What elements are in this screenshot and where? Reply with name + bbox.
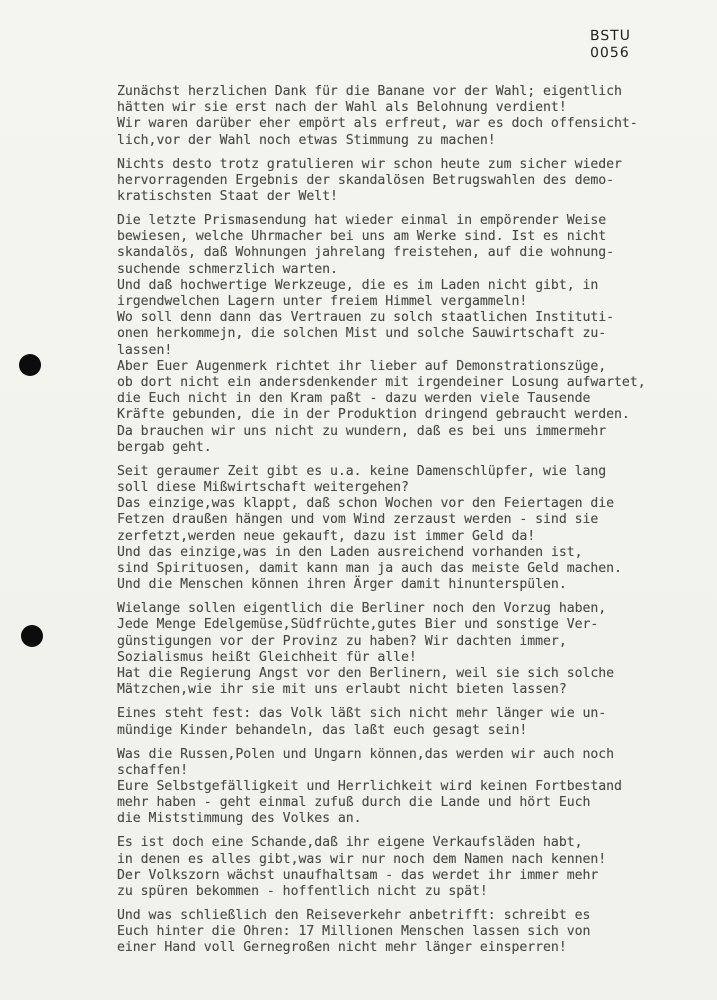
archive-stamp xyxy=(590,28,631,62)
text-line: hervorragenden Ergebnis der skandalösen Betrugswahlen des demo- xyxy=(117,172,615,188)
text-line: Was die Russen,Polen und Ungarn können,das werden wir auch noch xyxy=(117,746,615,762)
text-line: Es ist doch eine Schande,daß ihr eigene Verkaufsläden habt, xyxy=(117,835,583,851)
typewritten-letter-body xyxy=(117,84,717,964)
text-line: Mätzchen,wie ihr sie mit uns erlaubt nicht bieten lassen? xyxy=(117,682,567,698)
text-line: Wielange sollen eigentlich die Berliner noch den Vorzug haben, xyxy=(117,601,607,617)
punch-hole-top xyxy=(19,354,41,376)
text-line: Fetzen draußen hängen und vom Wind zerzaust werden - sind sie xyxy=(117,512,599,528)
text-line: sind Spirituosen, damit kann man ja auch das meiste Geld machen. xyxy=(117,561,622,577)
paragraph xyxy=(117,908,717,957)
text-line: lich,vor der Wahl noch etwas Stimmung zu machen! xyxy=(117,132,496,148)
text-line: kratischsten Staat der Welt! xyxy=(117,189,338,205)
text-line: Sozialismus heißt Gleichheit für alle! xyxy=(117,649,417,665)
text-line: günstigungen vor der Provinz zu haben? Wir dachten immer, xyxy=(117,633,567,649)
text-line: schaffen! xyxy=(117,762,189,778)
text-line: bergab geht. xyxy=(117,439,212,455)
text-line: Da brauchen wir uns nicht zu wundern, daß es bei uns immermehr xyxy=(117,423,607,439)
text-line: lassen! xyxy=(117,342,173,358)
text-line: Das einzige,was klappt, daß schon Wochen vor den Feiertagen die xyxy=(117,496,615,512)
text-line: Zunächst herzlichen Dank für die Banane vor der Wahl; eigentlich xyxy=(117,84,622,99)
text-line: suchende schmerzlich warten. xyxy=(117,261,338,277)
text-line: zerfetzt,werden neue gekauft, dazu ist immer Geld da! xyxy=(117,528,536,544)
text-line: Und das einzige,was in den Laden ausreichend vorhanden ist, xyxy=(117,544,583,560)
text-line: einer Hand voll Gernegroßen nicht mehr länger einsperren! xyxy=(117,940,567,956)
text-line: zu spüren bekommen - hoffentlich nicht zu spät! xyxy=(117,883,488,899)
text-line: Die letzte Prismasendung hat wieder einmal in empörender Weise xyxy=(117,213,607,229)
paragraph xyxy=(117,601,717,698)
text-line: Wo soll denn dann das Vertrauen zu solch staatlichen Instituti- xyxy=(117,310,615,326)
text-line: Eure Selbstgefälligkeit und Herrlichkeit wird keinen Fortbestand xyxy=(117,778,622,794)
text-line: irgendwelchen Lagern unter freiem Himmel vergammeln! xyxy=(117,294,528,310)
text-line: Wir waren darüber eher empört als erfreut, war es doch offensicht- xyxy=(117,116,638,132)
text-line: skandalös, daß Wohnungen jahrelang freistehen, auf die wohnung- xyxy=(117,245,615,261)
text-line: mündige Kinder behandeln, das laßt euch gesagt sein! xyxy=(117,722,528,738)
paragraph xyxy=(117,464,717,594)
paragraph xyxy=(117,84,717,149)
paragraph xyxy=(117,835,717,900)
text-line: bewiesen, welche Uhrmacher bei uns am Werke sind. Ist es nicht xyxy=(117,229,607,245)
text-line: Eines steht fest: das Volk läßt sich nicht mehr länger wie un- xyxy=(117,706,607,722)
text-line: Hat die Regierung Angst vor den Berlinern, weil sie sich solche xyxy=(117,666,615,682)
text-line: Aber Euer Augenmerk richtet ihr lieber auf Demonstrationszüge, xyxy=(117,358,607,374)
text-line: hätten wir sie erst nach der Wahl als Belohnung verdient! xyxy=(117,100,567,116)
punch-hole-bottom xyxy=(21,625,43,647)
text-line: Kräfte gebunden, die in der Produktion dringend gebraucht werden. xyxy=(117,407,630,423)
text-line: soll diese Mißwirtschaft weitergehen? xyxy=(117,480,409,496)
paragraph xyxy=(117,157,717,206)
paragraph xyxy=(117,747,717,828)
text-line: Jede Menge Edelgemüse,Südfrüchte,gutes Bier und sonstige Ver- xyxy=(117,617,599,633)
text-line: Und die Menschen können ihren Ärger damit hinunterspülen. xyxy=(117,577,567,593)
text-line: Und daß hochwertige Werkzeuge, die es im Laden nicht gibt, in xyxy=(117,277,599,293)
paragraph xyxy=(117,213,717,456)
paragraph xyxy=(117,706,717,738)
archive-stamp-label: BSTU xyxy=(589,27,632,45)
text-line: Der Volkszorn wächst unaufhaltsam - das werdet ihr immer mehr xyxy=(117,867,599,883)
text-line: Seit geraumer Zeit gibt es u.a. keine Damenschlüpfer, wie lang xyxy=(117,463,607,479)
text-line: ob dort nicht ein andersdenkender mit irgendeiner Losung aufwartet, xyxy=(117,375,646,391)
text-line: onen herkommejn, die solchen Mist und solche Sauwirtschaft zu- xyxy=(117,326,607,342)
text-line: mehr haben - geht einmal zufuß durch die Lande und hört Euch xyxy=(117,795,591,811)
text-line: Euch hinter die Ohren: 17 Millionen Menschen lassen sich von xyxy=(117,924,591,940)
text-line: die Euch nicht in den Kram paßt - dazu werden viele Tausende xyxy=(117,391,591,407)
text-line: Nichts desto trotz gratulieren wir schon heute zum sicher wieder xyxy=(117,156,622,172)
text-line: Und was schließlich den Reiseverkehr anbetrifft: schreibt es xyxy=(117,907,591,923)
archive-page-number: 0056 xyxy=(590,44,630,62)
text-line: in denen es alles gibt,was wir nur noch dem Namen nach kennen! xyxy=(117,851,607,867)
text-line: die Miststimmung des Volkes an. xyxy=(117,811,362,827)
